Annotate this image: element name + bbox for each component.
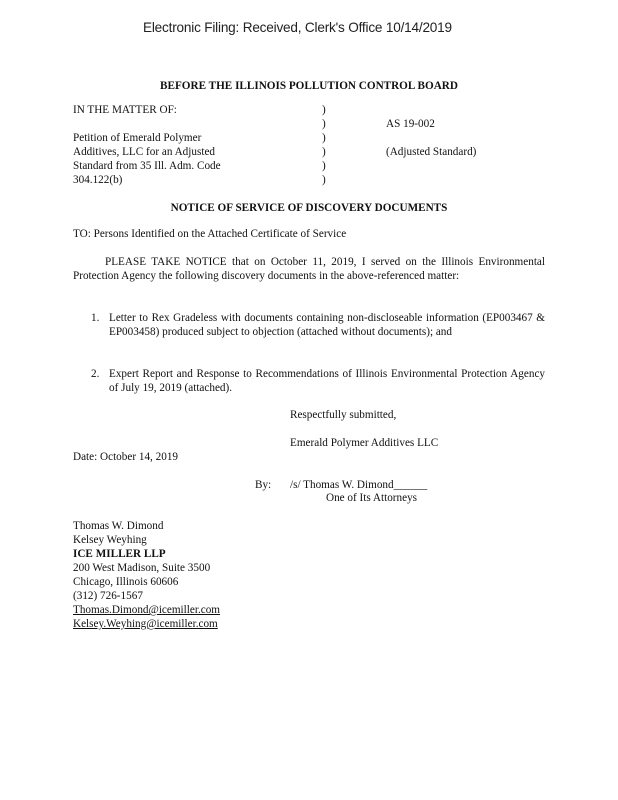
caption-paren: ) <box>322 174 326 186</box>
signature-text: /s/ Thomas W. Dimond <box>290 479 394 491</box>
caption-paren: ) <box>322 132 326 144</box>
petition-line-2: Additives, LLC for an Adjusted <box>73 146 216 158</box>
list-item: Letter to Rex Gradeless with documents containing non-discloseable information (EP003467 & EP003458) produced subject to objection (attached without documents); and <box>109 312 545 338</box>
intro-paragraph: PLEASE TAKE NOTICE that on October 11, 2019, I served on the Illinois Environmental Protection Agency the following discovery documents in the above-referenced matter: <box>73 256 545 282</box>
address-line-1: 200 West Madison, Suite 3500 <box>73 562 211 574</box>
to-line: TO: Persons Identified on the Attached Certificate of Service <box>73 228 347 240</box>
date-line: Date: October 14, 2019 <box>73 451 179 463</box>
firm-name: ICE MILLER LLP <box>73 548 166 560</box>
address-line-2: Chicago, Illinois 60606 <box>73 576 179 588</box>
list-item: Expert Report and Response to Recommendations of Illinois Environmental Protection Agency of July 19, 2019 (attached). <box>109 368 545 394</box>
phone-number: (312) 726-1567 <box>73 590 143 602</box>
petition-line-4: 304.122(b) <box>73 174 123 186</box>
filing-stamp: Electronic Filing: Received, Clerk's Office 10/14/2019 <box>143 20 452 35</box>
case-type: (Adjusted Standard) <box>386 146 477 158</box>
respectfully-submitted: Respectfully submitted, <box>290 409 397 421</box>
case-number: AS 19-002 <box>386 118 435 130</box>
signature-role: One of Its Attorneys <box>326 492 418 504</box>
board-title: BEFORE THE ILLINOIS POLLUTION CONTROL BOARD <box>160 80 458 92</box>
contact-name-1: Thomas W. Dimond <box>73 520 164 532</box>
notice-title: NOTICE OF SERVICE OF DISCOVERY DOCUMENTS <box>170 202 448 214</box>
caption-paren: ) <box>322 104 326 116</box>
email-link-1[interactable]: Thomas.Dimond@icemiller.com <box>73 604 221 616</box>
signature-blank: ______ <box>393 479 428 491</box>
item-number: 1. <box>91 312 100 324</box>
item-number: 2. <box>91 368 100 380</box>
company-name: Emerald Polymer Additives LLC <box>290 437 439 449</box>
email-link-2[interactable]: Kelsey.Weyhing@icemiller.com <box>73 618 218 630</box>
caption-paren: ) <box>322 146 326 158</box>
by-label: By: <box>255 479 272 491</box>
in-the-matter-label: IN THE MATTER OF: <box>73 104 177 116</box>
caption-paren: ) <box>322 160 326 172</box>
contact-name-2: Kelsey Weyhing <box>73 534 147 546</box>
signature-line <box>290 478 427 492</box>
petition-line-1: Petition of Emerald Polymer <box>73 132 202 144</box>
caption-paren: ) <box>322 118 326 130</box>
petition-line-3: Standard from 35 Ill. Adm. Code <box>73 160 221 172</box>
